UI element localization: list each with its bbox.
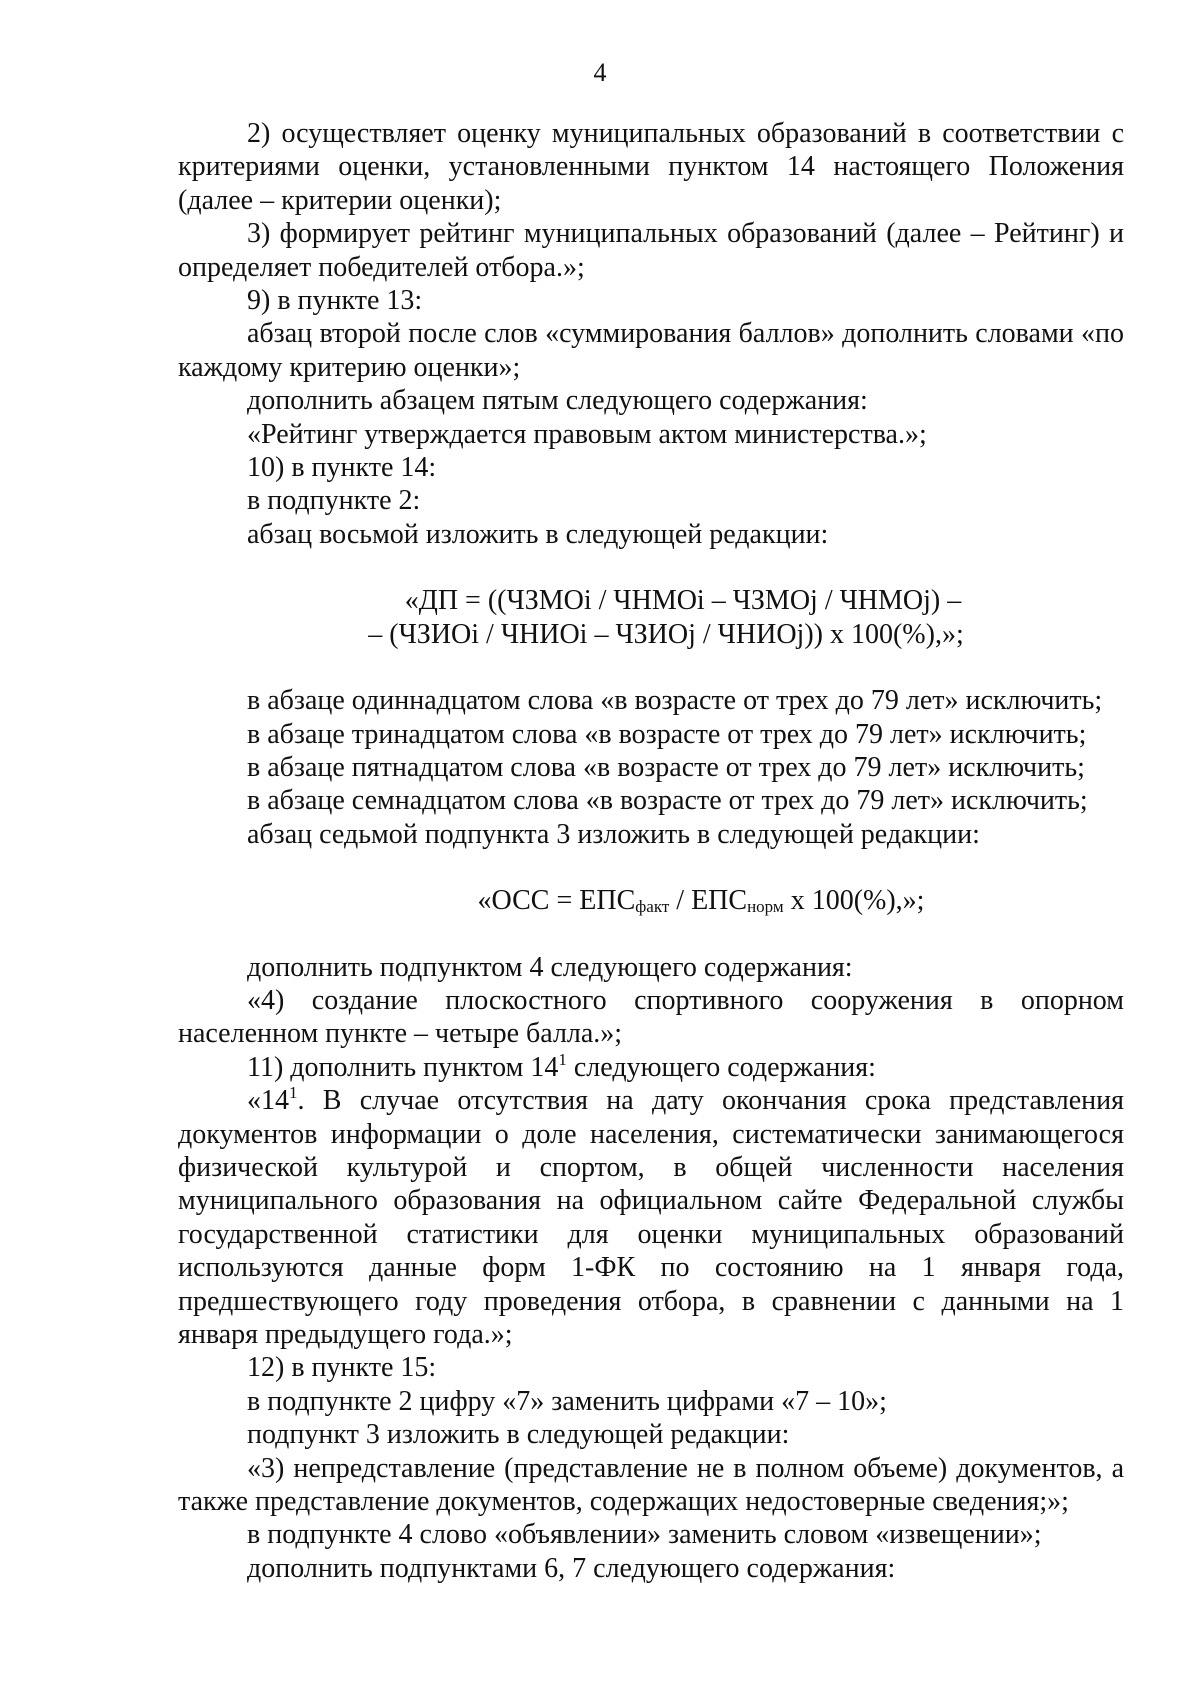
paragraph: в подпункте 4 слово «объявлении» заменить словом «извещении»; xyxy=(247,1519,1042,1551)
formula-oss-part-3: х 100(%),»; xyxy=(783,885,925,917)
paragraph-11-text-after: следующего содержания: xyxy=(566,1051,876,1083)
paragraph: 10) в пункте 14: xyxy=(247,452,437,484)
formula-dp-line-1: «ДП = ((ЧЗМОi / ЧНМОi – ЧЗМОj / ЧНМОj) – xyxy=(404,585,962,617)
paragraph-11 xyxy=(178,1051,1124,1084)
paragraph: абзац второй после слов «суммирования баллов» дополнить словами «по каждому критерию оценки»; xyxy=(178,318,1124,383)
paragraph: дополнить подпунктами 6, 7 следующего содержания: xyxy=(247,1552,896,1584)
paragraph: 3) формирует рейтинг муниципальных образований (далее – Рейтинг) и определяет победителей отбора.»; xyxy=(178,218,1124,283)
page-number: 4 xyxy=(593,58,607,87)
paragraph: в абзаце пятнадцатом слова «в возрасте от трех до 79 лет» исключить; xyxy=(247,751,1085,783)
formula-oss-sub-1: факт xyxy=(635,897,670,917)
paragraph: «3) непредставление (представление не в полном объеме) документов, а также представление документов, содержащих недостоверные сведения;»; xyxy=(178,1452,1124,1518)
formula-oss-part-2: / ЕПС xyxy=(669,885,748,917)
formula-oss xyxy=(178,884,1124,917)
paragraph: в подпункте 2 цифру «7» заменить цифрами «7 – 10»; xyxy=(247,1385,887,1417)
paragraph: дополнить абзацем пятым следующего содержания: xyxy=(247,385,868,417)
paragraph: «4) создание плоскостного спортивного сооружения в опорном населенном пункте – четыре балла.»; xyxy=(178,984,1124,1050)
paragraph: в абзаце семнадцатом слова «в возрасте от трех до 79 лет» исключить; xyxy=(247,785,1088,817)
paragraph: «Рейтинг утверждается правовым актом министерства.»; xyxy=(247,418,927,450)
paragraph-14-1 xyxy=(178,1084,1124,1351)
paragraph: 9) в пункте 13: xyxy=(247,285,423,317)
paragraph-14-1-text-after: . В случае отсутствия на дату окончания срока представления документов информации о доле населения, систематически занимающегося физической культурой и спортом, в общей численности населения муниципального образования на официальном сайте Федеральной службы государственной статистики для оценки муниципальных образований используются данные форм 1-ФК по состоянию на 1 января года, предшествующего году проведения отбора, в сравнении с данными на 1 января предыдущего года.»; xyxy=(178,1085,1124,1350)
formula-dp-line-2: – (ЧЗИОi / ЧНИОi – ЧЗИОj / ЧНИОj)) х 100(%),»; xyxy=(368,618,964,650)
paragraph: в абзаце тринадцатом слова «в возрасте от трех до 79 лет» исключить; xyxy=(247,718,1087,750)
paragraph: 2) осуществляет оценку муниципальных образований в соответствии с критериями оценки, установленными пунктом 14 настоящего Положения (далее – критерии оценки); xyxy=(178,118,1124,216)
paragraph: абзац седьмой подпункта 3 изложить в следующей редакции: xyxy=(247,818,980,850)
paragraph-14-1-text-before: «14 xyxy=(247,1085,289,1117)
paragraph: подпункт 3 изложить в следующей редакции: xyxy=(247,1419,790,1451)
document-body xyxy=(178,117,1124,1585)
paragraph: в подпункте 2: xyxy=(247,485,421,517)
paragraph: в абзаце одиннадцатом слова «в возрасте от трех до 79 лет» исключить; xyxy=(247,685,1103,717)
paragraph: 12) в пункте 15: xyxy=(247,1352,437,1384)
paragraph: дополнить подпунктом 4 следующего содержания: xyxy=(247,951,853,983)
formula-oss-part-1: «ОСС = ЕПС xyxy=(477,885,636,917)
formula-oss-sub-2: норм xyxy=(747,897,784,917)
paragraph-14-1-superscript: 1 xyxy=(289,1083,298,1103)
formula-dp xyxy=(178,584,1124,651)
paragraph-11-superscript: 1 xyxy=(558,1049,567,1069)
paragraph-11-text-before: 11) дополнить пунктом 14 xyxy=(247,1051,559,1083)
paragraph: абзац восьмой изложить в следующей редакции: xyxy=(247,518,829,550)
